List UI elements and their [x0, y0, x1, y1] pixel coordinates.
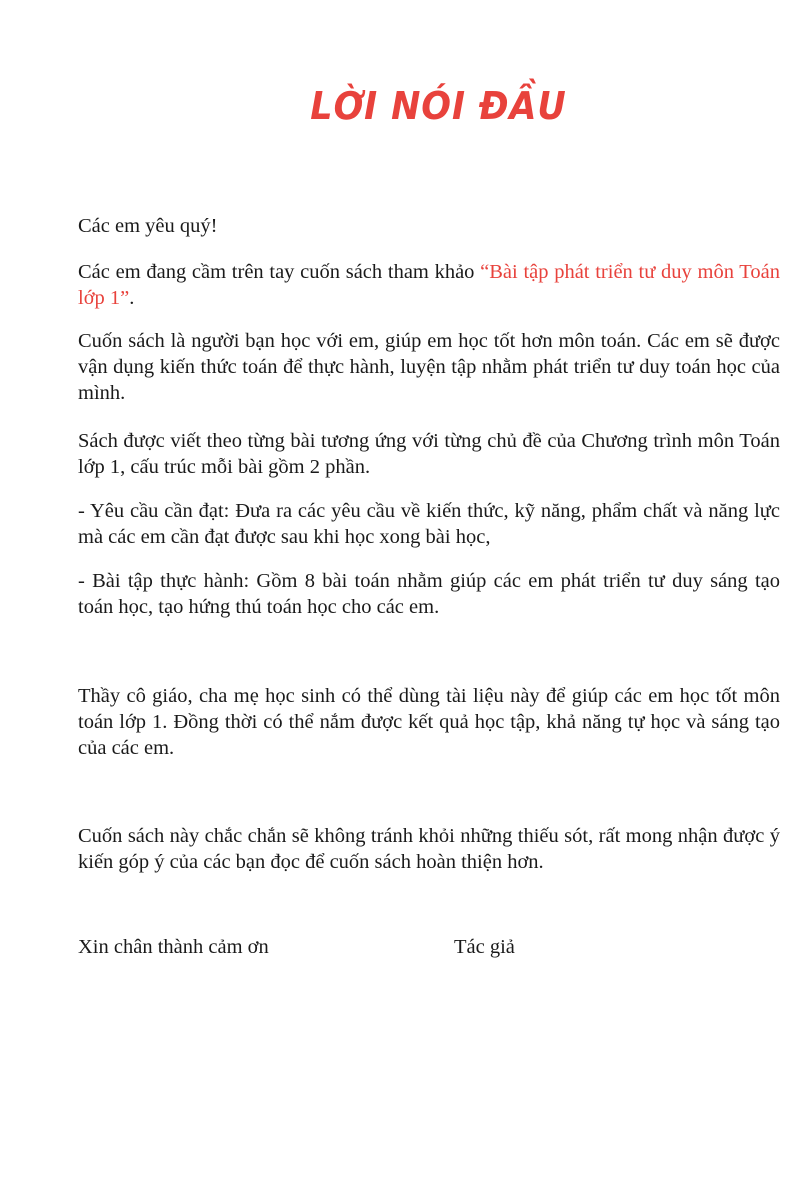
page-title: LỜI NÓI ĐẦU	[310, 84, 567, 128]
teachers-paragraph: Thầy cô giáo, cha mẹ học sinh có thể dùng tài liệu này để giúp các em học tốt môn toán lớp 1. Đồng thời có thể nắm được kết quả học tập, khả năng tự học và sáng tạo của các em.	[78, 685, 780, 759]
author-text: Tác giả	[454, 936, 515, 958]
book-title: “Bài tập phát triển tư duy môn Toán lớp 1”	[78, 261, 781, 309]
intro-end: .	[129, 287, 135, 309]
intro-text: Các em đang cầm trên tay cuốn sách tham khảo	[78, 261, 481, 283]
purpose-paragraph: Cuốn sách là người bạn học với em, giúp em học tốt hơn môn toán. Các em sẽ được vận dụng kiến thức toán để thực hành, luyện tập nhằm phát triển tư duy toán học của mình.	[78, 330, 780, 404]
intro-paragraph	[78, 259, 780, 311]
thanks-text: Xin chân thành cảm ơn	[78, 936, 269, 958]
structure-paragraph: Sách được viết theo từng bài tương ứng với từng chủ đề của Chương trình môn Toán lớp 1, cấu trúc mỗi bài gồm 2 phần.	[78, 430, 780, 478]
feedback-paragraph: Cuốn sách này chắc chắn sẽ không tránh khỏi những thiếu sót, rất mong nhận được ý kiến góp ý của các bạn đọc để cuốn sách hoàn thiện hơn.	[78, 825, 780, 873]
part1-paragraph: - Yêu cầu cần đạt: Đưa ra các yêu cầu về kiến thức, kỹ năng, phẩm chất và năng lực mà các em cần đạt được sau khi học xong bài học,	[78, 500, 780, 548]
part2-paragraph: - Bài tập thực hành: Gồm 8 bài toán nhằm giúp các em phát triển tư duy sáng tạo toán học, tạo hứng thú toán học cho các em.	[78, 570, 780, 618]
greeting-paragraph: Các em yêu quý!	[78, 215, 218, 237]
